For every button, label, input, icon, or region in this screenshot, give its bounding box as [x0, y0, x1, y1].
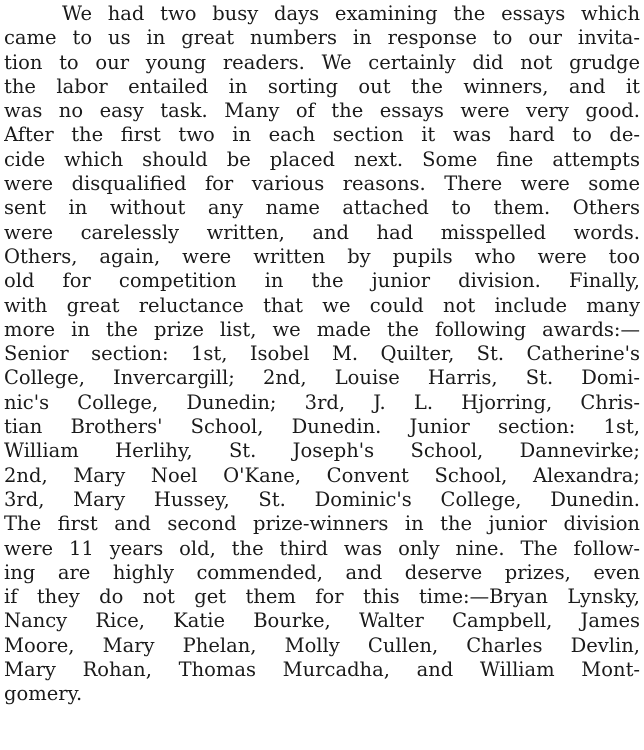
text-line: Nancy Rice, Katie Bourke, Walter Campbell, James [4, 609, 640, 633]
text-line: We had two busy days examining the essays which [62, 2, 640, 25]
text-line: if they do not get them for this time:—Bryan Lynsky, [4, 585, 640, 609]
text-line: Mary Rohan, Thomas Murcadha, and William Mont- [4, 658, 640, 682]
text-line: came to us in great numbers in response to our invita- [4, 26, 640, 50]
text-line: old for competition in the junior division. Finally, [4, 269, 640, 293]
text-line: The first and second prize-winners in the junior division [4, 512, 640, 536]
text-line: were carelessly written, and had misspelled words. [4, 220, 640, 244]
text-line: After the first two in each section it was hard to de- [4, 123, 640, 147]
text-line: Moore, Mary Phelan, Molly Cullen, Charles Devlin, [4, 633, 640, 657]
text-line: College, Invercargill; 2nd, Louise Harris, St. Domi- [4, 366, 640, 390]
text-line: tian Brothers' School, Dunedin. Junior section: 1st, [4, 415, 640, 439]
text-line: Others, again, were written by pupils who were too [4, 244, 640, 268]
text-line: cide which should be placed next. Some fine attempts [4, 147, 640, 171]
text-line: 2nd, Mary Noel O'Kane, Convent School, Alexandra; [4, 463, 640, 487]
text-line: 3rd, Mary Hussey, St. Dominic's College, Dunedin. [4, 487, 640, 511]
text-line: gomery. [4, 682, 83, 706]
text-line: was no easy task. Many of the essays were very good. [4, 99, 640, 123]
text-line: the labor entailed in sorting out the winners, and it [4, 74, 640, 98]
article-text [4, 2, 640, 707]
text-line: ing are highly commended, and deserve prizes, even [4, 560, 640, 584]
text-line: with great reluctance that we could not include many [4, 293, 640, 317]
text-line: were disqualified for various reasons. There were some [4, 172, 640, 196]
text-line: were 11 years old, the third was only nine. The follow- [4, 536, 640, 560]
text-line: sent in without any name attached to them. Others [4, 196, 640, 220]
text-line: William Herlihy, St. Joseph's School, Dannevirke; [4, 439, 640, 463]
text-line: nic's College, Dunedin; 3rd, J. L. Hjorring, Chris- [4, 390, 640, 414]
text-line: more in the prize list, we made the following awards:— [4, 317, 640, 341]
text-line: tion to our young readers. We certainly did not grudge [4, 50, 640, 74]
text-line: Senior section: 1st, Isobel M. Quilter, St. Catherine's [4, 342, 640, 366]
